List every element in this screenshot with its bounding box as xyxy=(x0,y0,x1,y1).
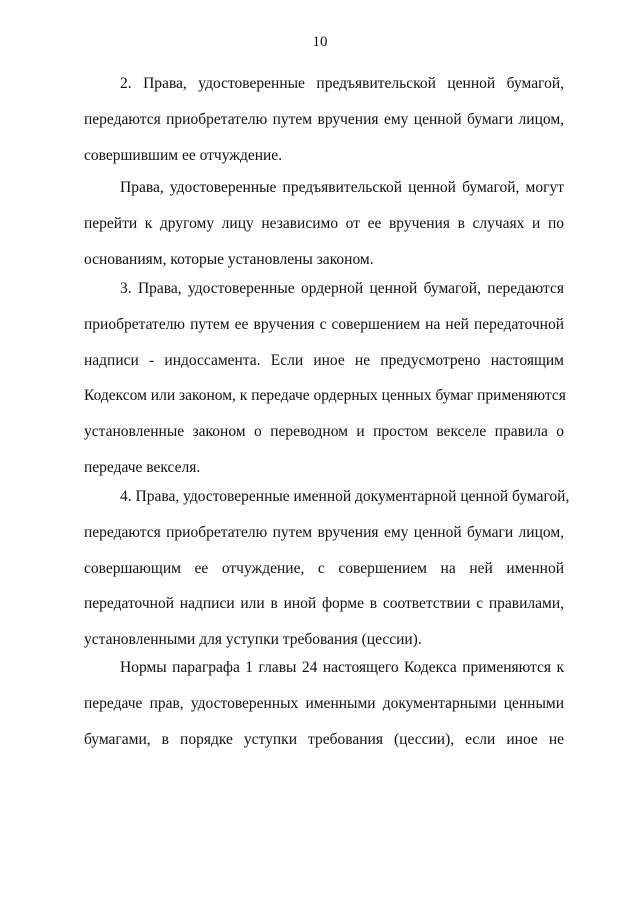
text-line: совершающим ее отчуждение, с совершением на ней именной xyxy=(84,559,564,577)
text-line: передаются приобретателю путем вручения ему ценной бумаги лицом, xyxy=(84,110,564,128)
text-line: 2. Права, удостоверенные предъявительской ценной бумагой, xyxy=(120,75,564,92)
paragraph-bearer xyxy=(84,170,564,277)
paragraph xyxy=(84,271,564,486)
text-line: передаются приобретателю путем вручения ему ценной бумаги лицом, xyxy=(84,523,564,541)
text-line: передаче векселя. xyxy=(84,458,201,476)
paragraph xyxy=(84,66,564,173)
text-line: Нормы параграфа 1 главы 24 настоящего Кодекса применяются к xyxy=(120,659,564,676)
text-line: бумагами, в порядке уступки требования (цессии), если иное не xyxy=(84,730,564,748)
page-number: 10 xyxy=(312,34,328,50)
text-line: совершившим ее отчуждение. xyxy=(84,146,283,164)
paragraph xyxy=(84,479,570,658)
text-line: 4. Права, удостоверенные именной документарной ценной бумагой, xyxy=(120,488,570,505)
paragraph xyxy=(84,170,564,277)
text-line: 3. Права, удостоверенные ордерной ценной бумагой, передаются xyxy=(120,280,564,297)
text-line: установленные законом о переводном и простом векселе правила о xyxy=(84,423,564,441)
text-line: надписи - индоссамента. Если иное не предусмотрено настоящим xyxy=(84,351,564,369)
text-line: передаче прав, удостоверенных именными документарными ценными xyxy=(84,694,564,712)
text-line: установленными для уступки требования (цессии). xyxy=(84,631,422,649)
text-line: приобретателю путем ее вручения с совершением на ней передаточной xyxy=(84,315,564,333)
paragraph-3 xyxy=(84,271,564,486)
text-line: передаточной надписи или в иной форме в соответствии с правилами, xyxy=(84,595,564,613)
text-line: Кодексом или законом, к передаче ордерных ценных бумаг применяются xyxy=(84,387,566,405)
paragraph xyxy=(84,650,564,757)
paragraph-4 xyxy=(84,479,570,658)
text-line: Права, удостоверенные предъявительской ценной бумагой, могут xyxy=(120,179,564,196)
text-line: перейти к другому лицу независимо от ее вручения в случаях и по xyxy=(84,214,564,232)
text-line: основаниям, которые установлены законом. xyxy=(84,250,374,268)
paragraph-norms xyxy=(84,650,564,757)
paragraph-2 xyxy=(84,66,564,173)
